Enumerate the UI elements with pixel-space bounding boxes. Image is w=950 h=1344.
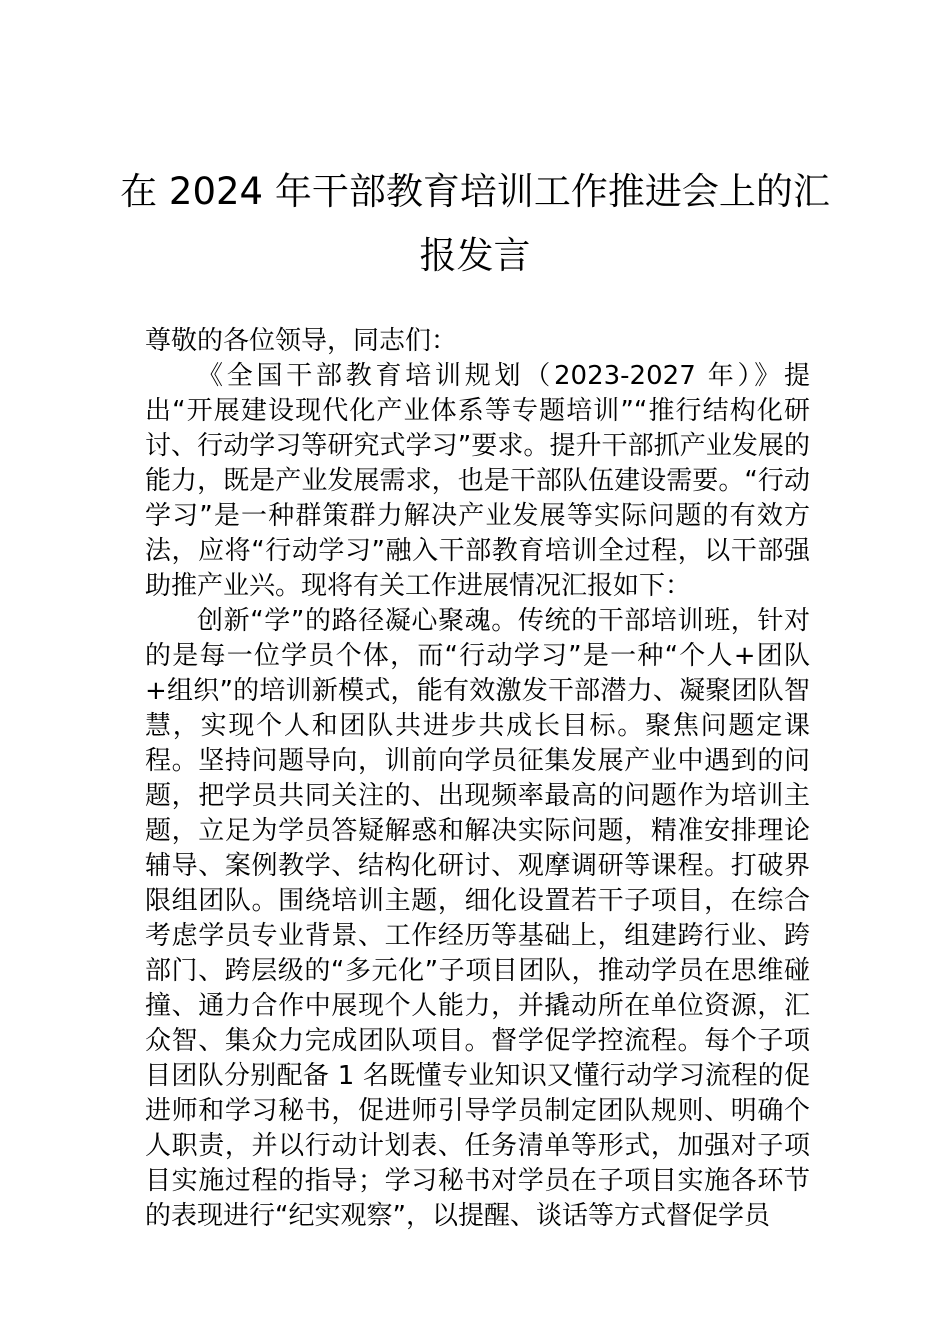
paragraph: 《全国干部教育培训规划（2023-2027 年）》提出“开展建设现代化产业体系等专题培训”“推行结构化研讨、行动学习等研究式学习”要求。提升干部抓产业发展的能力，既是产业发展需求，也是干部队伍建设需要。“行动学习”是一种群策群力解决产业发展等实际问题的有效方法，应将“行动学习”融入干部教育培训全过程，以干部强助推产业兴。现将有关工作进展情况汇报如下： <box>145 361 810 601</box>
document-body <box>145 324 810 1234</box>
salutation: 尊敬的各位领导，同志们： <box>145 326 458 356</box>
document-title: 在 2024 年干部教育培训工作推进会上的汇报发言 <box>120 170 830 277</box>
paragraph: 创新“学”的路径凝心聚魂。传统的干部培训班，针对的是每一位学员个体，而“行动学习”是一种“个人+团队+组织”的培训新模式，能有效激发干部潜力、凝聚团队智慧，实现个人和团队共进步共成长目标。聚焦问题定课程。坚持问题导向，训前向学员征集发展产业中遇到的问题，把学员共同关注的、出现频率最高的问题作为培训主题，立足为学员答疑解惑和解决实际问题，精准安排理论辅导、案例教学、结构化研讨、观摩调研等课程。打破界限组团队。围绕培训主题，细化设置若干子项目，在综合考虑学员专业背景、工作经历等基础上，组建跨行业、跨部门、跨层级的“多元化”子项目团队，推动学员在思维碰撞、通力合作中展现个人能力，并撬动所在单位资源，汇众智、集众力完成团队项目。督学促学控流程。每个子项目团队分别配备 1 名既懂专业知识又懂行动学习流程的促进师和学习秘书，促进师引导学员制定团队规则、明确个人职责，并以行动计划表、任务清单等形式，加强对子项目实施过程的指导；学习秘书对学员在子项目实施各环节的表现进行“纪实观察”，以提醒、谈话等方式督促学员 <box>145 606 810 1231</box>
